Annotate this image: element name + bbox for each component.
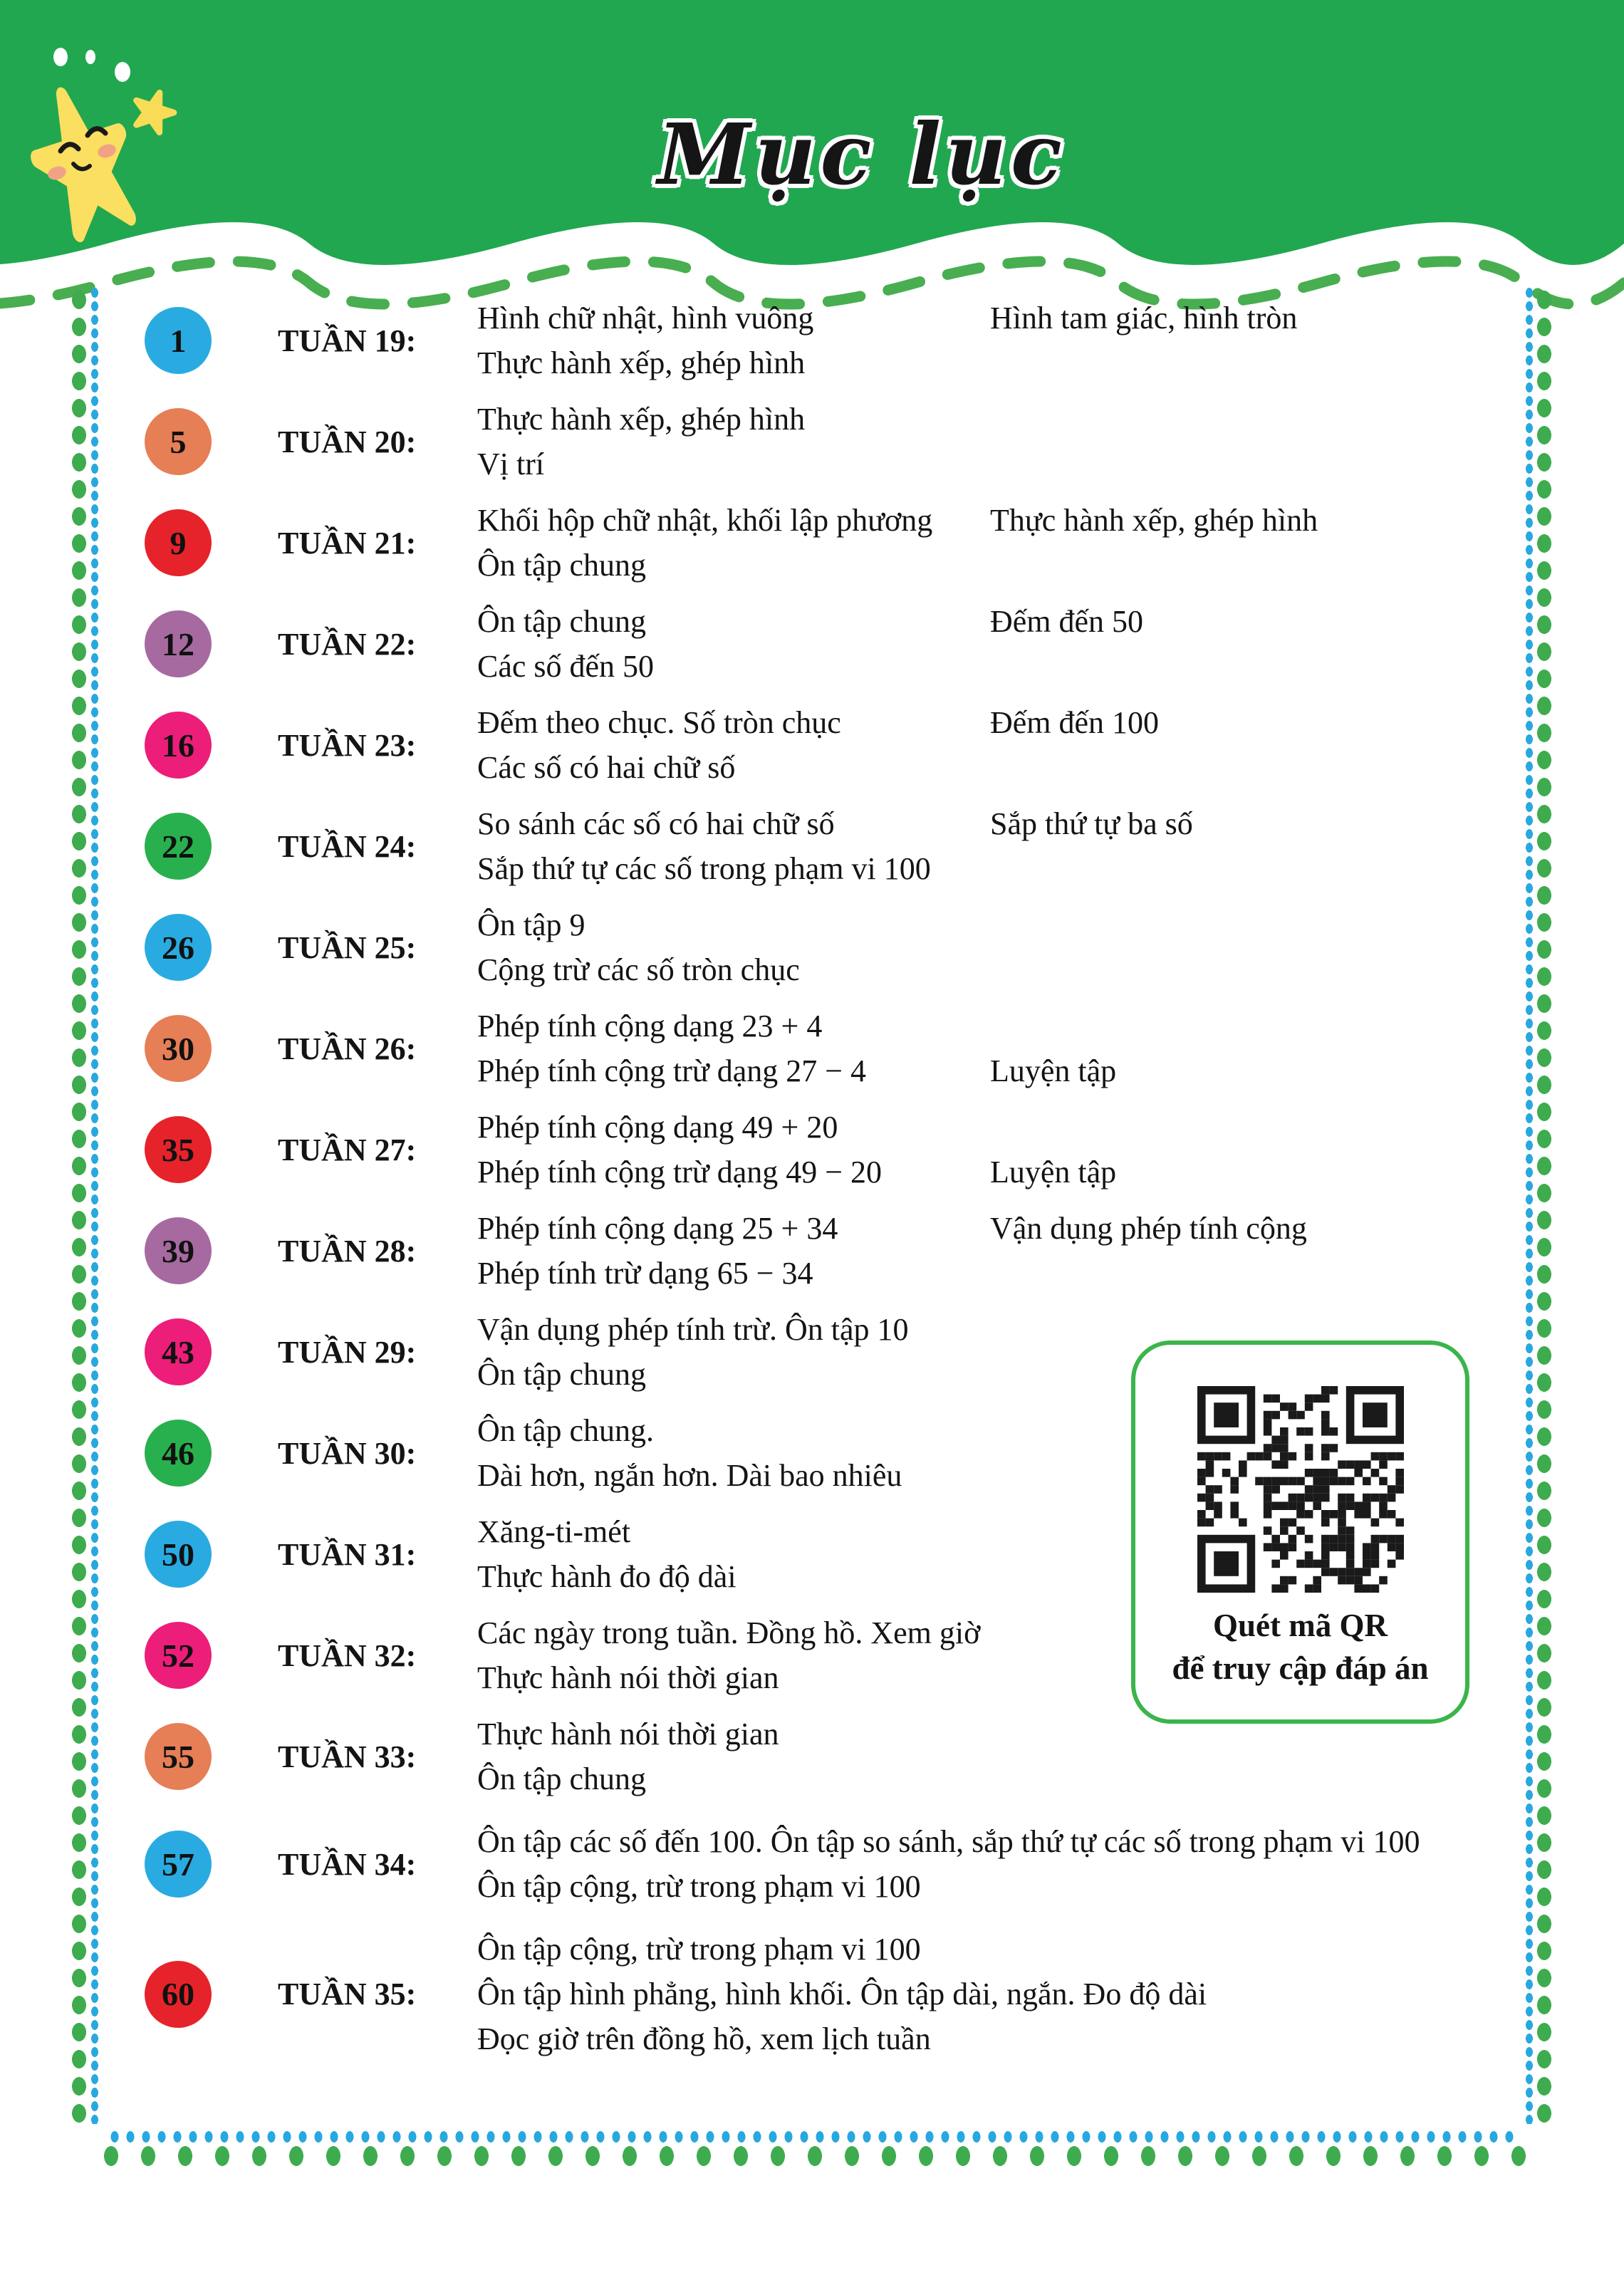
lesson-line: Ôn tập cộng, trừ trong phạm vi 100 (477, 1932, 921, 1967)
lesson-lines (477, 498, 1523, 588)
qr-caption-line1: Quét mã QR (1213, 1608, 1388, 1643)
page-number-badge (145, 1318, 212, 1385)
border-left-outer-dots (70, 286, 88, 2124)
toc-row (145, 296, 1523, 385)
week-label: TUẦN 26: (278, 1031, 417, 1066)
sparkle-dot (53, 48, 68, 66)
lesson-line: Ôn tập hình phẳng, hình khối. Ôn tập dài, ngắn. Đo độ dài (477, 1977, 1207, 2011)
lesson-right-text: Sắp thứ tự ba số (990, 806, 1193, 841)
border-left-inner-dots (90, 286, 100, 2124)
lesson-line: Phép tính cộng dạng 49 + 20 (477, 1110, 838, 1145)
lesson-line: So sánh các số có hai chữ số (477, 806, 835, 841)
page-number: 12 (162, 625, 194, 662)
lesson-lines (477, 296, 1523, 385)
lesson-line: Thực hành đo độ dài (477, 1559, 736, 1594)
lesson-right-text: Thực hành xếp, ghép hình (990, 503, 1318, 538)
lesson-lines (477, 1004, 1523, 1093)
lesson-line: Xăng-ti-mét (477, 1514, 631, 1549)
lesson-line: Dài hơn, ngắn hơn. Dài bao nhiêu (477, 1458, 902, 1493)
week-label: TUẦN 31: (278, 1536, 417, 1572)
toc-row (145, 1105, 1523, 1194)
lesson-line: Ôn tập chung (477, 604, 647, 639)
page-number-badge (145, 610, 212, 677)
lesson-line: Ôn tập chung. (477, 1413, 655, 1448)
page-number-badge (145, 1015, 212, 1082)
page-number: 5 (170, 423, 187, 460)
page-number-badge (145, 1420, 212, 1487)
toc-row (145, 902, 1523, 992)
lesson-line: Đếm theo chục. Số tròn chục (477, 705, 841, 740)
week-label: TUẦN 33: (278, 1739, 417, 1774)
week-label: TUẦN 29: (278, 1334, 417, 1370)
lesson-right-text: Hình tam giác, hình tròn (990, 301, 1298, 335)
week-label: TUẦN 30: (278, 1435, 417, 1471)
page-number-badge (145, 307, 212, 374)
lesson-line: Vận dụng phép tính trừ. Ôn tập 10 (477, 1312, 909, 1347)
page-number: 30 (162, 1030, 194, 1067)
lesson-line: Các số đến 50 (477, 649, 655, 684)
toc-row (145, 1927, 1523, 2061)
toc-row (145, 498, 1523, 588)
lesson-line: Thực hành nói thời gian (477, 1717, 779, 1751)
qr-caption-line2: để truy cập đáp án (1172, 1650, 1429, 1686)
page-number: 26 (162, 929, 194, 966)
page-number-badge (145, 1521, 212, 1588)
lesson-line: Thực hành xếp, ghép hình (477, 402, 806, 437)
week-label: TUẦN 24: (278, 828, 417, 864)
lesson-right-text: Đếm đến 100 (990, 705, 1160, 740)
page-number: 50 (162, 1536, 194, 1573)
lesson-line: Phép tính cộng trừ dạng 49 − 20 (477, 1155, 883, 1190)
toc-row (145, 1712, 1523, 1801)
week-label: TUẦN 32: (278, 1638, 417, 1673)
lesson-line: Ôn tập chung (477, 548, 647, 583)
lesson-line: Thực hành nói thời gian (477, 1660, 779, 1695)
week-label: TUẦN 34: (278, 1846, 417, 1882)
toc-row (145, 397, 1523, 486)
page-number-badge (145, 1622, 212, 1689)
week-label: TUẦN 19: (278, 323, 417, 358)
toc-row (145, 1206, 1523, 1296)
lesson-line: Ôn tập 9 (477, 907, 585, 942)
lesson-lines (477, 1206, 1523, 1296)
week-label: TUẦN 28: (278, 1233, 417, 1269)
lesson-right-text: Vận dụng phép tính cộng (990, 1211, 1307, 1246)
lesson-lines (477, 1819, 1523, 1909)
toc-row (145, 599, 1523, 689)
qr-code-icon (1197, 1386, 1404, 1593)
page-number: 43 (162, 1333, 194, 1370)
lesson-line: Sắp thứ tự các số trong phạm vi 100 (477, 851, 931, 886)
lesson-lines (477, 397, 1523, 486)
lesson-line: Khối hộp chữ nhật, khối lập phương (477, 503, 933, 538)
page-number: 46 (162, 1435, 194, 1472)
page-title: Mục lục (657, 105, 1066, 204)
page-number: 39 (162, 1232, 194, 1269)
page-number: 52 (162, 1637, 194, 1674)
page-number: 1 (170, 322, 187, 359)
page-number-badge (145, 509, 212, 576)
lesson-line: Ôn tập các số đến 100. Ôn tập so sánh, sắp thứ tự các số trong phạm vi 100 (477, 1824, 1420, 1859)
lesson-line: Ôn tập chung (477, 1357, 647, 1392)
lesson-lines (477, 1712, 1523, 1801)
week-label: TUẦN 25: (278, 930, 417, 965)
toc-list (145, 296, 1523, 2073)
lesson-line: Ôn tập cộng, trừ trong phạm vi 100 (477, 1869, 921, 1904)
week-label: TUẦN 23: (278, 727, 417, 763)
page-number-badge (145, 1831, 212, 1898)
lesson-lines (477, 902, 1523, 992)
page-number: 57 (162, 1846, 194, 1883)
page-number-badge (145, 1217, 212, 1284)
lesson-line: Phép tính trừ dạng 65 − 34 (477, 1256, 813, 1291)
lesson-right-text: Đếm đến 50 (990, 604, 1144, 639)
lesson-line: Phép tính cộng dạng 25 + 34 (477, 1211, 838, 1246)
lesson-line: Phép tính cộng dạng 23 + 4 (477, 1009, 823, 1043)
week-label: TUẦN 20: (278, 424, 417, 459)
lesson-line: Các ngày trong tuần. Đồng hồ. Xem giờ (477, 1615, 981, 1650)
toc-row (145, 1819, 1523, 1909)
lesson-lines (477, 599, 1523, 689)
lesson-line: Cộng trừ các số tròn chục (477, 952, 800, 987)
toc-row (145, 801, 1523, 891)
page-number-badge (145, 712, 212, 779)
week-label: TUẦN 22: (278, 626, 417, 662)
lesson-line: Vị trí (477, 447, 545, 481)
border-right-inner-dots (1524, 286, 1534, 2124)
sparkle-dot (85, 50, 95, 64)
lesson-line: Thực hành xếp, ghép hình (477, 345, 806, 380)
week-label: TUẦN 27: (278, 1132, 417, 1167)
page-number-badge (145, 1116, 212, 1183)
page-number: 55 (162, 1738, 194, 1775)
page-number: 16 (162, 727, 194, 764)
lesson-line: Các số có hai chữ số (477, 750, 736, 785)
page-number: 22 (162, 828, 194, 865)
lesson-lines (477, 1105, 1523, 1194)
week-label: TUẦN 35: (278, 1977, 417, 2011)
page-number-badge (145, 1961, 212, 2028)
lesson-lines (477, 801, 1523, 891)
page-number-badge (145, 813, 212, 880)
qr-panel (1131, 1341, 1469, 1724)
page-number-badge (145, 1723, 212, 1790)
lesson-lines (477, 700, 1523, 790)
page-number: 35 (162, 1131, 194, 1168)
lesson-right-text: Luyện tập (990, 1053, 1117, 1088)
page-number-badge (145, 408, 212, 475)
border-bottom-outer-dots (93, 2145, 1539, 2167)
page-number-badge (145, 914, 212, 981)
toc-row (145, 700, 1523, 790)
border-bottom-inner-dots (107, 2130, 1521, 2144)
lesson-line: Hình chữ nhật, hình vuông (477, 301, 814, 335)
lesson-lines (477, 1927, 1523, 2061)
border-right-outer-dots (1535, 286, 1553, 2124)
week-label: TUẦN 21: (278, 525, 417, 561)
lesson-line: Ôn tập chung (477, 1761, 647, 1796)
toc-row (145, 1004, 1523, 1093)
sparkle-dot (115, 62, 130, 82)
page-number: 9 (170, 524, 187, 561)
lesson-line: Phép tính cộng trừ dạng 27 − 4 (477, 1053, 867, 1088)
lesson-line: Đọc giờ trên đồng hồ, xem lịch tuần (477, 2021, 931, 2056)
lesson-right-text: Luyện tập (990, 1155, 1117, 1190)
page-number: 60 (162, 1976, 194, 2012)
